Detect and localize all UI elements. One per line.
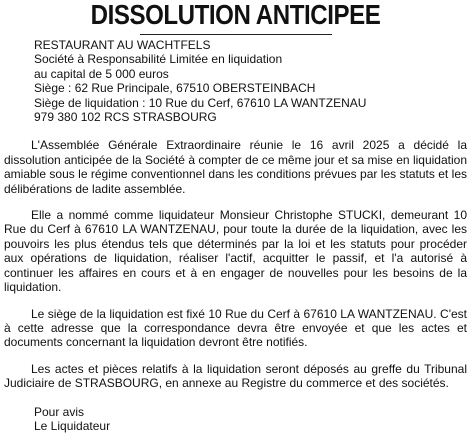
company-registration: 979 380 102 RCS STRASBOURG — [34, 110, 217, 125]
closing-text: Pour avis — [34, 404, 85, 419]
title-underline — [140, 34, 332, 35]
company-head-office: Siège : 62 Rue Principale, 67510 OBERSTEINBACH — [34, 81, 316, 96]
company-capital: au capital de 5 000 euros — [34, 66, 169, 81]
notice-title: DISSOLUTION ANTICIPEE — [90, 0, 381, 30]
paragraph-filing: Les actes et pièces relatifs à la liquidation seront déposés au greffe du Tribunal Judiciaire de STRASBOURG, en annexe au Registre du commerce et des sociétés. — [4, 361, 467, 391]
company-liquidation-office: Siège de liquidation : 10 Rue du Cerf, 67610 LA WANTZENAU — [34, 95, 367, 110]
paragraph-liquidator: Elle a nommé comme liquidateur Monsieur Christophe STUCKI, demeurant 10 Rue du Cerf à 67610 LA WANTZENAU, pour toute la durée de la liquidation, avec les pouvoirs les plus étendus tels que déterminés par la loi et les statuts pour procéder aux opérations de liquidation, réaliser l'actif, acquitter le passif, et l'a autorisé à continuer les affaires en cours et à en engager de nouvelles pour les besoins de la liquidation. — [4, 208, 467, 295]
paragraph-dissolution: L'Assemblée Générale Extraordinaire réunie le 16 avril 2025 a décidé la dissolution anticipée de la Société à compter de ce même jour et sa mise en liquidation amiable sous le régime conventionnel dans les conditions prévues par les statuts et les délibérations de ladite assemblée. — [4, 138, 467, 196]
signature-block — [34, 405, 467, 434]
company-legal-form: Société à Responsabilité Limitée en liquidation — [34, 52, 283, 67]
paragraph-liquidation-seat: Le siège de la liquidation est fixé 10 Rue du Cerf à 67610 LA WANTZENAU. C'est à cette adresse que la correspondance devra être envoyée et que les actes et documents concernant la liquidation devront être notifiés. — [4, 306, 467, 350]
company-block — [34, 38, 467, 124]
company-name: RESTAURANT AU WACHTFELS — [34, 38, 211, 52]
signatory: Le Liquidateur — [34, 418, 111, 433]
